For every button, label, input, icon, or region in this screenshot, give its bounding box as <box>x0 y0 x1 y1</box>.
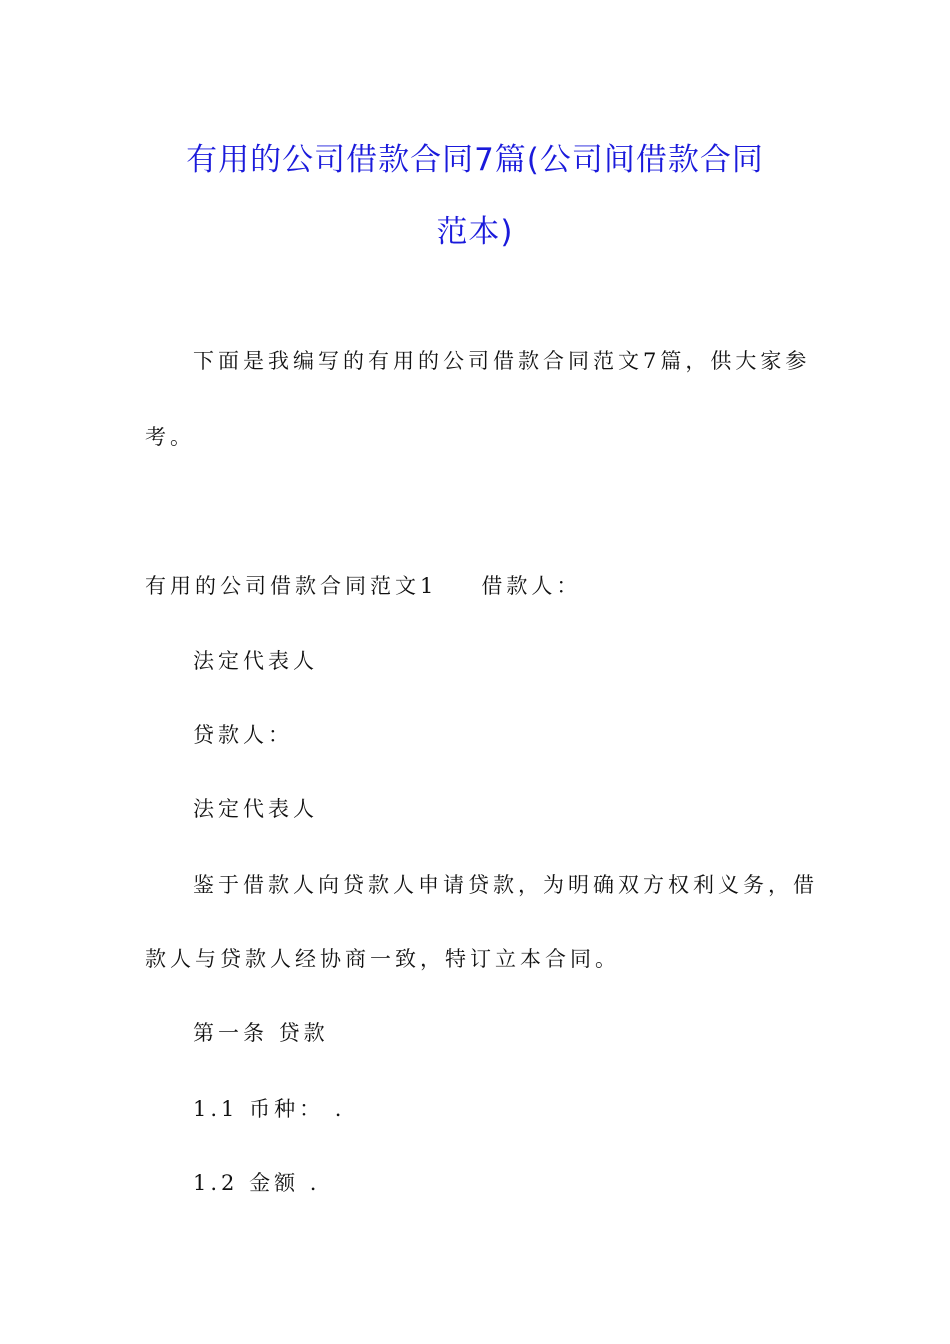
intro-paragraph-line-2: 考。 <box>145 425 195 449</box>
intro-paragraph-line-1: 下面是我编写的有用的公司借款合同范文7篇，供大家参 <box>193 349 811 373</box>
item-1-2-amount: 1.2 金额 . <box>193 1171 321 1195</box>
borrower-label: 借款人： <box>481 574 582 598</box>
legal-representative-2: 法定代表人 <box>193 797 318 821</box>
article-1-title: 第一条 贷款 <box>193 1021 329 1045</box>
lender-label: 贷款人： <box>193 723 293 747</box>
document-title-line-2: 范本) <box>436 214 514 250</box>
preamble-line-1: 鉴于借款人向贷款人申请贷款，为明确双方权利义务，借 <box>193 873 818 897</box>
item-1-1-currency: 1.1 币种： . <box>193 1097 346 1121</box>
document-title-line-1: 有用的公司借款合同7篇(公司间借款合同 <box>186 142 764 178</box>
legal-representative-1: 法定代表人 <box>193 649 318 673</box>
section-heading: 有用的公司借款合同范文1 <box>145 574 438 598</box>
preamble-line-2: 款人与贷款人经协商一致，特订立本合同。 <box>145 947 620 971</box>
section-heading-line <box>145 570 581 600</box>
